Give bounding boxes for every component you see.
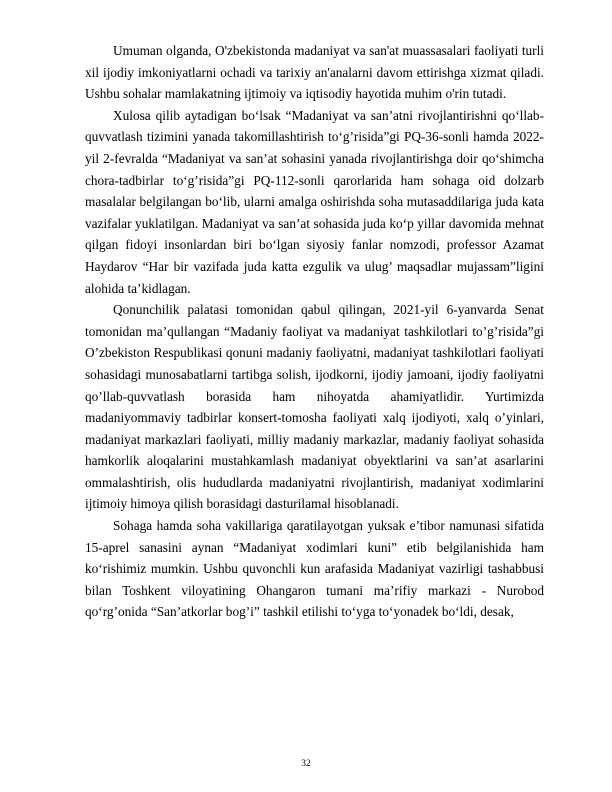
paragraph-1: Umuman olganda, O'zbekistonda madaniyat va san'at muassasalari faoliyati turli xil ijodiy imkoniyatlarni ochadi va tarixiy an'analarni davom ettirishga xizmat qiladi. Ushbu sohalar mamlakatning ijtimoiy va iqtisodiy hayotida muhim o'rin tutadi.: [85, 43, 544, 102]
paragraph-3: Qonunchilik palatasi tomonidan qabul qilingan, 2021-yil 6-yanvarda Senat tomonidan ma’qullangan “Madaniy faoliyat va madaniyat tashkilotlari to’g’risida”gi O’zbekiston Respublikasi qonuni madaniy faoliyatni, madaniyat tashkilotlari faoliyati sohasidagi munosabatlarni tartibga solish, ijodkorni, ijodiy jamoani, ijodiy faoliyatni qo’llab-quvvatlash borasida ham nihoyatda ahamiyatlidir. Yurtimizda madaniyommaviy tadbirlar konsert-tomosha faoliyati xalq ijodiyoti, xalq o’yinlari, madaniyat markazlari faoliyati, milliy madaniy markazlar, madaniy faoliyat sohasida hamkorlik aloqalarini mustahkamlash madaniyat obyektlarini va san’at asarlarini ommalashtirish, olis hududlarda madaniyatni rivojlantirish, madaniyat xodimlarini ijtimoiy himoya qilish borasidagi dasturilamal hisoblanadi.: [85, 302, 544, 512]
paragraph-4: Sohaga hamda soha vakillariga qaratilayotgan yuksak e’tibor namunasi sifatida 15-aprel sanasini aynan “Madaniyat xodimlari kuni” etib belgilanishida ham ko‘rishimiz mumkin. Ushbu quvonchli kun arafasida Madaniyat vazirligi tashabbusi bilan Toshkent viloyatining Ohangaron tumani ma’rifiy markazi - Nurobod qo‘rg’onida “San’atkorlar bog’i” tashkil etilishi to‘yga to‘yonadek bo‘ldi, desak,: [85, 518, 544, 620]
paragraph-2: Xulosa qilib aytadigan bo‘lsak “Madaniyat va san’atni rivojlantirishni qo‘llab-quvvatlash tizimini yanada takomillashtirish to‘g’risida”gi PQ-36-sonli hamda 2022-yil 2-fevralda “Madaniyat va san’at sohasini yanada rivojlantirishga doir qo‘shimcha chora-tadbirlar to‘g’risida”gi PQ-112-sonli qarorlarida ham sohaga oid dolzarb masalalar belgilangan bo‘lib, ularni amalga oshirishda soha mutasaddilariga juda kata vazifalar yuklatilgan. Madaniyat va san’at sohasida juda ko‘p yillar davomida mehnat qilgan fidoyi insonlardan biri bo‘lgan siyosiy fanlar nomzodi, professor Azamat Haydarov “Har bir vazifada juda katta ezgulik va ulug’ maqsadlar mujassam”ligini alohida ta’kidlagan.: [85, 107, 544, 296]
document-body: [85, 40, 544, 623]
page-number: 32: [301, 759, 311, 769]
